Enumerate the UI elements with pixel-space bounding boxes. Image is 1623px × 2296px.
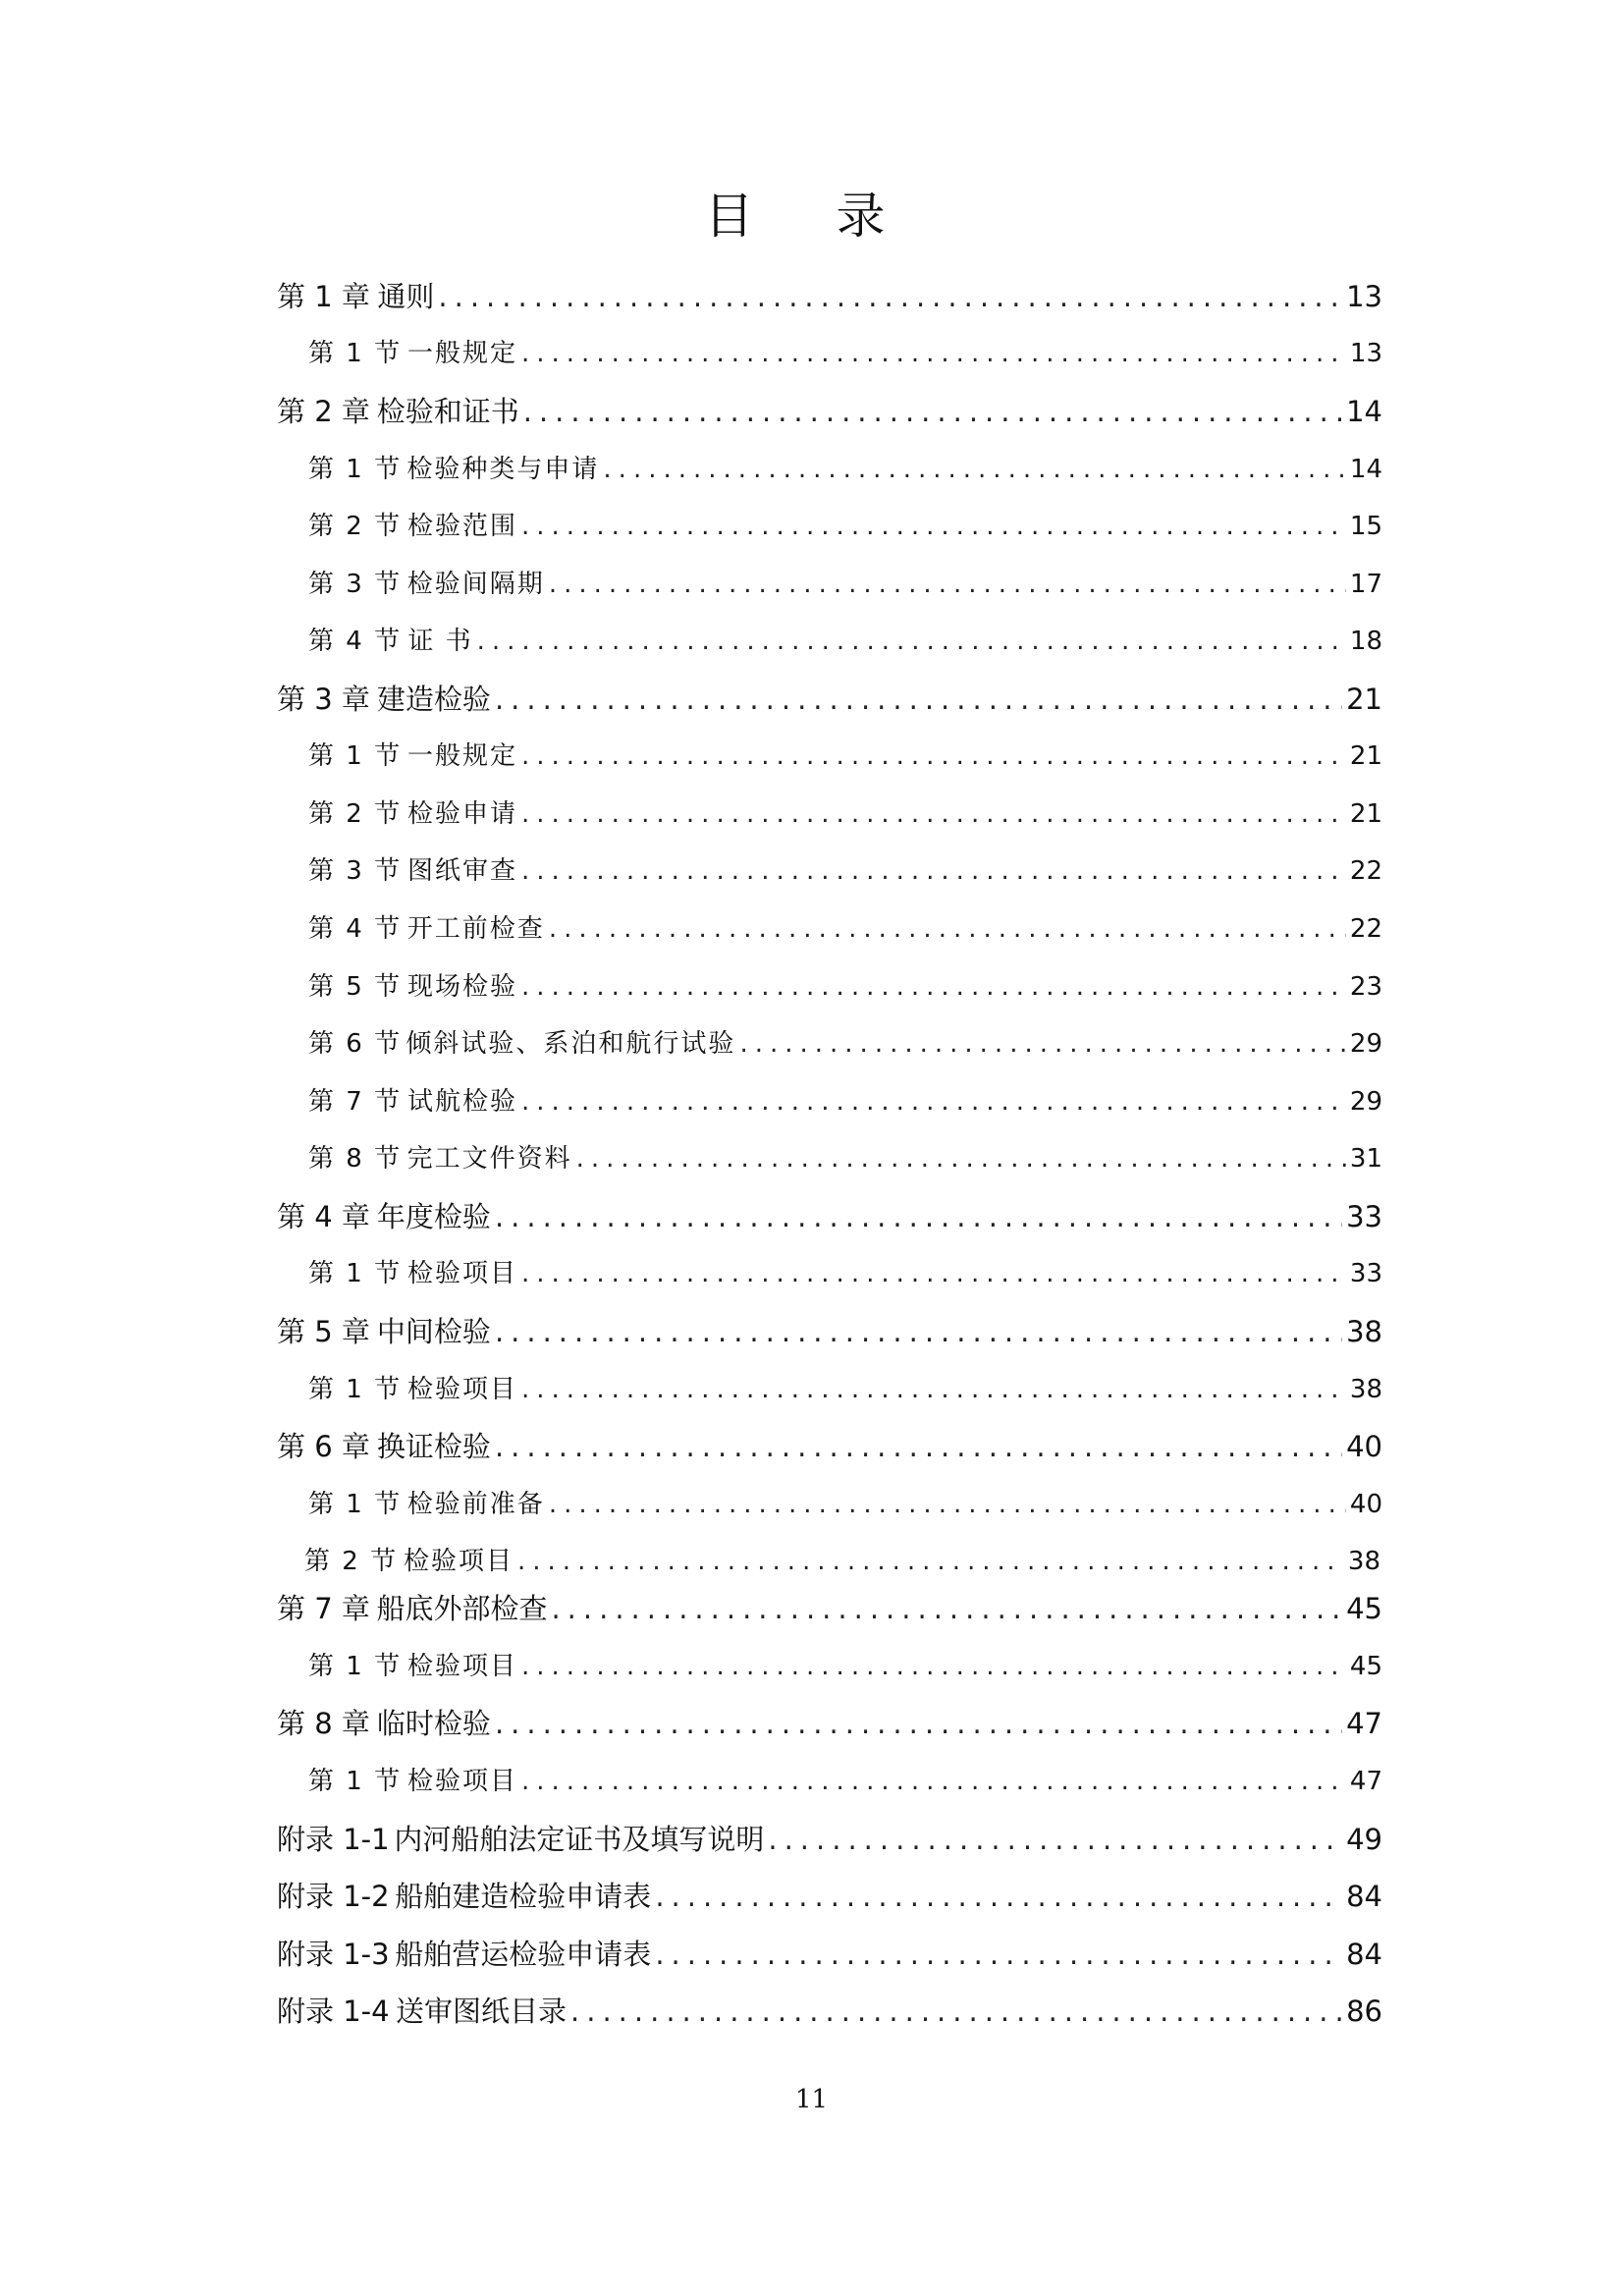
toc-entry-number: 第 1 章	[277, 280, 370, 313]
toc-entry-page: 21	[1349, 799, 1382, 829]
toc-entry-number: 第 1 节	[308, 1652, 403, 1681]
toc-entry-page: 33	[1346, 1200, 1382, 1233]
toc-entry-page: 14	[1346, 395, 1382, 428]
toc-entry-number: 第 1 节	[308, 1767, 403, 1796]
toc-entry-label: 检验项目	[406, 1375, 517, 1404]
toc-entry-label: 船舶营运检验申请表	[395, 1938, 652, 1971]
toc-entry-number: 第 2 节	[308, 799, 403, 829]
toc-section-entry[interactable]	[308, 738, 1382, 774]
toc-entry-number: 第 4 章	[277, 1200, 370, 1233]
toc-entry-label: 倾斜试验、系泊和航行试验	[406, 1029, 736, 1059]
toc-dot-leader	[521, 796, 1346, 832]
toc-dot-leader	[495, 682, 1342, 717]
toc-dot-leader	[768, 1822, 1342, 1857]
toc-section-entry[interactable]	[308, 1084, 1382, 1120]
toc-entry-label: 临时检验	[376, 1707, 491, 1740]
toc-entry-label: 完工文件资料	[406, 1144, 572, 1174]
page-number: 11	[794, 2085, 829, 2114]
toc-entry-number: 附录 1-3	[277, 1938, 390, 1971]
toc-dot-leader	[549, 567, 1346, 602]
toc-entry-number: 附录 1-4	[277, 1995, 390, 2028]
toc-entry-number: 第 7 章	[277, 1592, 370, 1625]
toc-entry-page: 33	[1349, 1259, 1382, 1288]
toc-dot-leader	[521, 1649, 1346, 1684]
toc-section-entry[interactable]	[308, 1649, 1382, 1684]
toc-section-entry[interactable]	[308, 1141, 1382, 1176]
toc-entry-number: 第 1 节	[308, 741, 403, 771]
toc-entry-number: 第 2 章	[277, 395, 370, 428]
toc-section-entry[interactable]	[308, 1256, 1382, 1291]
toc-entry-label: 图纸审查	[406, 856, 517, 886]
toc-dot-leader	[495, 1199, 1342, 1234]
toc-dot-leader	[551, 1591, 1342, 1626]
toc-section-entry[interactable]	[308, 796, 1382, 832]
toc-title: 目 录	[704, 188, 919, 245]
toc-entry-label: 内河船舶法定证书及填写说明	[394, 1823, 765, 1856]
toc-entry-label: 检验种类与申请	[406, 455, 600, 484]
toc-section-entry[interactable]	[308, 1764, 1382, 1799]
toc-entry-page: 21	[1349, 741, 1382, 771]
toc-entry-label: 现场检验	[406, 972, 517, 1002]
toc-entry-label: 一般规定	[406, 741, 517, 771]
toc-dot-leader	[495, 1314, 1342, 1349]
toc-entry-number: 第 6 章	[277, 1430, 370, 1463]
toc-dot-leader	[570, 1994, 1342, 2029]
toc-entry-number: 第 4 节	[308, 914, 403, 944]
toc-entry-page: 47	[1346, 1707, 1382, 1740]
toc-entry-page: 23	[1349, 972, 1382, 1002]
toc-entry-label: 船舶建造检验申请表	[395, 1880, 652, 1913]
toc-entry-page: 86	[1346, 1995, 1382, 2028]
toc-entry-label: 检验项目	[404, 1547, 514, 1576]
toc-entry-number: 附录 1-1	[277, 1823, 390, 1856]
toc-dot-leader	[521, 738, 1346, 774]
toc-entry-page: 45	[1349, 1652, 1382, 1681]
toc-dot-leader	[521, 853, 1346, 889]
toc-entry-number: 第 5 节	[308, 972, 403, 1002]
toc-section-entry[interactable]	[308, 1026, 1382, 1062]
toc-dot-leader	[517, 1544, 1344, 1579]
toc-section-entry[interactable]	[308, 1487, 1382, 1522]
toc-entry-number: 第 8 节	[308, 1144, 403, 1174]
toc-chapter-entry[interactable]	[277, 1706, 1382, 1741]
toc-chapter-entry[interactable]	[277, 1429, 1382, 1464]
toc-entry-label: 检验项目	[406, 1259, 517, 1288]
toc-entry-label: 试航检验	[406, 1087, 517, 1117]
toc-entry-number: 第 2 节	[304, 1547, 399, 1576]
toc-dot-leader	[523, 394, 1342, 429]
toc-entry-number: 附录 1-2	[277, 1880, 390, 1913]
toc-entry-number: 第 2 节	[308, 512, 403, 541]
toc-entry-number: 第 7 节	[308, 1087, 403, 1117]
toc-dot-leader	[521, 969, 1346, 1005]
toc-entry-label: 通则	[377, 280, 435, 313]
toc-entry-label: 开工前检查	[406, 914, 545, 944]
toc-entry-label: 中间检验	[376, 1315, 491, 1348]
toc-entry-page: 38	[1347, 1547, 1380, 1576]
toc-entry-number: 第 1 节	[308, 1490, 403, 1519]
toc-dot-leader	[521, 1764, 1346, 1799]
toc-dot-leader	[521, 509, 1346, 544]
toc-chapter-entry[interactable]	[277, 1937, 1382, 1972]
toc-dot-leader	[438, 279, 1342, 314]
toc-dot-leader	[521, 1372, 1346, 1407]
toc-entry-label: 检验间隔期	[406, 570, 545, 599]
toc-entry-label: 检验申请	[406, 799, 517, 829]
toc-dot-leader	[521, 336, 1346, 371]
toc-entry-page: 40	[1346, 1430, 1382, 1463]
toc-entry-number: 第 3 章	[277, 683, 370, 716]
toc-entry-page: 15	[1349, 512, 1382, 541]
toc-dot-leader	[576, 1141, 1346, 1176]
toc-entry-page: 22	[1349, 856, 1382, 886]
toc-entry-page: 13	[1346, 280, 1382, 313]
toc-section-entry[interactable]	[308, 452, 1382, 487]
toc-entry-page: 49	[1346, 1823, 1382, 1856]
toc-section-entry[interactable]	[308, 624, 1382, 659]
toc-entry-label: 检验项目	[406, 1767, 517, 1796]
toc-entry-label: 检验项目	[406, 1652, 517, 1681]
toc-entry-number: 第 3 节	[308, 570, 403, 599]
toc-entry-label: 换证检验	[376, 1430, 491, 1463]
toc-dot-leader	[655, 1879, 1342, 1914]
toc-section-entry[interactable]	[308, 911, 1382, 947]
toc-entry-label: 建造检验	[376, 683, 491, 716]
toc-dot-leader	[495, 1429, 1342, 1464]
toc-entry-page: 38	[1346, 1315, 1382, 1348]
toc-entry-label: 年度检验	[376, 1200, 491, 1233]
toc-entry-label: 一般规定	[406, 339, 517, 368]
toc-dot-leader	[549, 911, 1346, 947]
toc-dot-leader	[549, 1487, 1346, 1522]
toc-entry-number: 第 6 节	[308, 1029, 403, 1059]
toc-entry-page: 14	[1349, 455, 1382, 484]
toc-entry-number: 第 4 节	[308, 627, 403, 656]
toc-entry-page: 18	[1349, 627, 1382, 656]
toc-entry-page: 22	[1349, 914, 1382, 944]
toc-chapter-entry[interactable]	[277, 1879, 1382, 1914]
toc-entry-number: 第 3 节	[308, 856, 403, 886]
toc-entry-page: 21	[1346, 683, 1382, 716]
toc-entry-label: 船底外部检查	[376, 1592, 548, 1625]
toc-entry-page: 47	[1349, 1767, 1382, 1796]
toc-entry-number: 第 1 节	[308, 1375, 403, 1404]
toc-dot-leader	[495, 1706, 1342, 1741]
toc-dot-leader	[521, 1256, 1346, 1291]
toc-entry-page: 40	[1349, 1490, 1382, 1519]
toc-chapter-entry[interactable]	[277, 1994, 1382, 2029]
toc-dot-leader	[477, 624, 1346, 659]
toc-dot-leader	[655, 1937, 1342, 1972]
toc-dot-leader	[739, 1026, 1345, 1062]
toc-chapter-entry[interactable]	[277, 1199, 1382, 1234]
toc-entry-number: 第 1 节	[308, 1259, 403, 1288]
toc-chapter-entry[interactable]	[277, 1591, 1382, 1626]
toc-entry-label: 送审图纸目录	[396, 1995, 568, 2028]
toc-section-entry[interactable]	[308, 853, 1382, 889]
toc-chapter-entry[interactable]	[277, 394, 1382, 429]
toc-entry-page: 45	[1346, 1592, 1382, 1625]
toc-dot-leader	[521, 1084, 1346, 1120]
toc-section-entry[interactable]	[308, 567, 1382, 602]
toc-entry-number: 第 5 章	[277, 1315, 370, 1348]
toc-entry-page: 38	[1349, 1375, 1382, 1404]
toc-dot-leader	[603, 452, 1345, 487]
toc-entry-page: 84	[1346, 1938, 1382, 1971]
toc-chapter-entry[interactable]	[277, 1314, 1382, 1349]
toc-entry-page: 29	[1349, 1029, 1382, 1059]
toc-entry-label: 证 书	[407, 627, 473, 656]
toc-entry-page: 31	[1349, 1144, 1382, 1174]
toc-entry-page: 17	[1349, 570, 1382, 599]
toc-entry-page: 84	[1346, 1880, 1382, 1913]
toc-entry-label: 检验和证书	[376, 395, 519, 428]
toc-chapter-entry[interactable]	[277, 682, 1382, 717]
toc-entry-label: 检验前准备	[406, 1490, 545, 1519]
toc-entry-number: 第 1 节	[308, 455, 403, 484]
toc-entry-label: 检验范围	[406, 512, 517, 541]
toc-entry-number: 第 8 章	[277, 1707, 370, 1740]
toc-entry-number: 第 1 节	[308, 339, 403, 368]
toc-entry-page: 13	[1349, 339, 1382, 368]
toc-section-entry[interactable]	[308, 336, 1382, 371]
toc-entry-page: 29	[1349, 1087, 1382, 1117]
toc-chapter-entry[interactable]	[277, 1822, 1382, 1857]
toc-section-entry[interactable]	[308, 969, 1382, 1005]
toc-chapter-entry[interactable]	[277, 279, 1382, 314]
toc-section-entry[interactable]	[304, 1544, 1380, 1579]
toc-section-entry[interactable]	[308, 509, 1382, 544]
toc-section-entry[interactable]	[308, 1372, 1382, 1407]
